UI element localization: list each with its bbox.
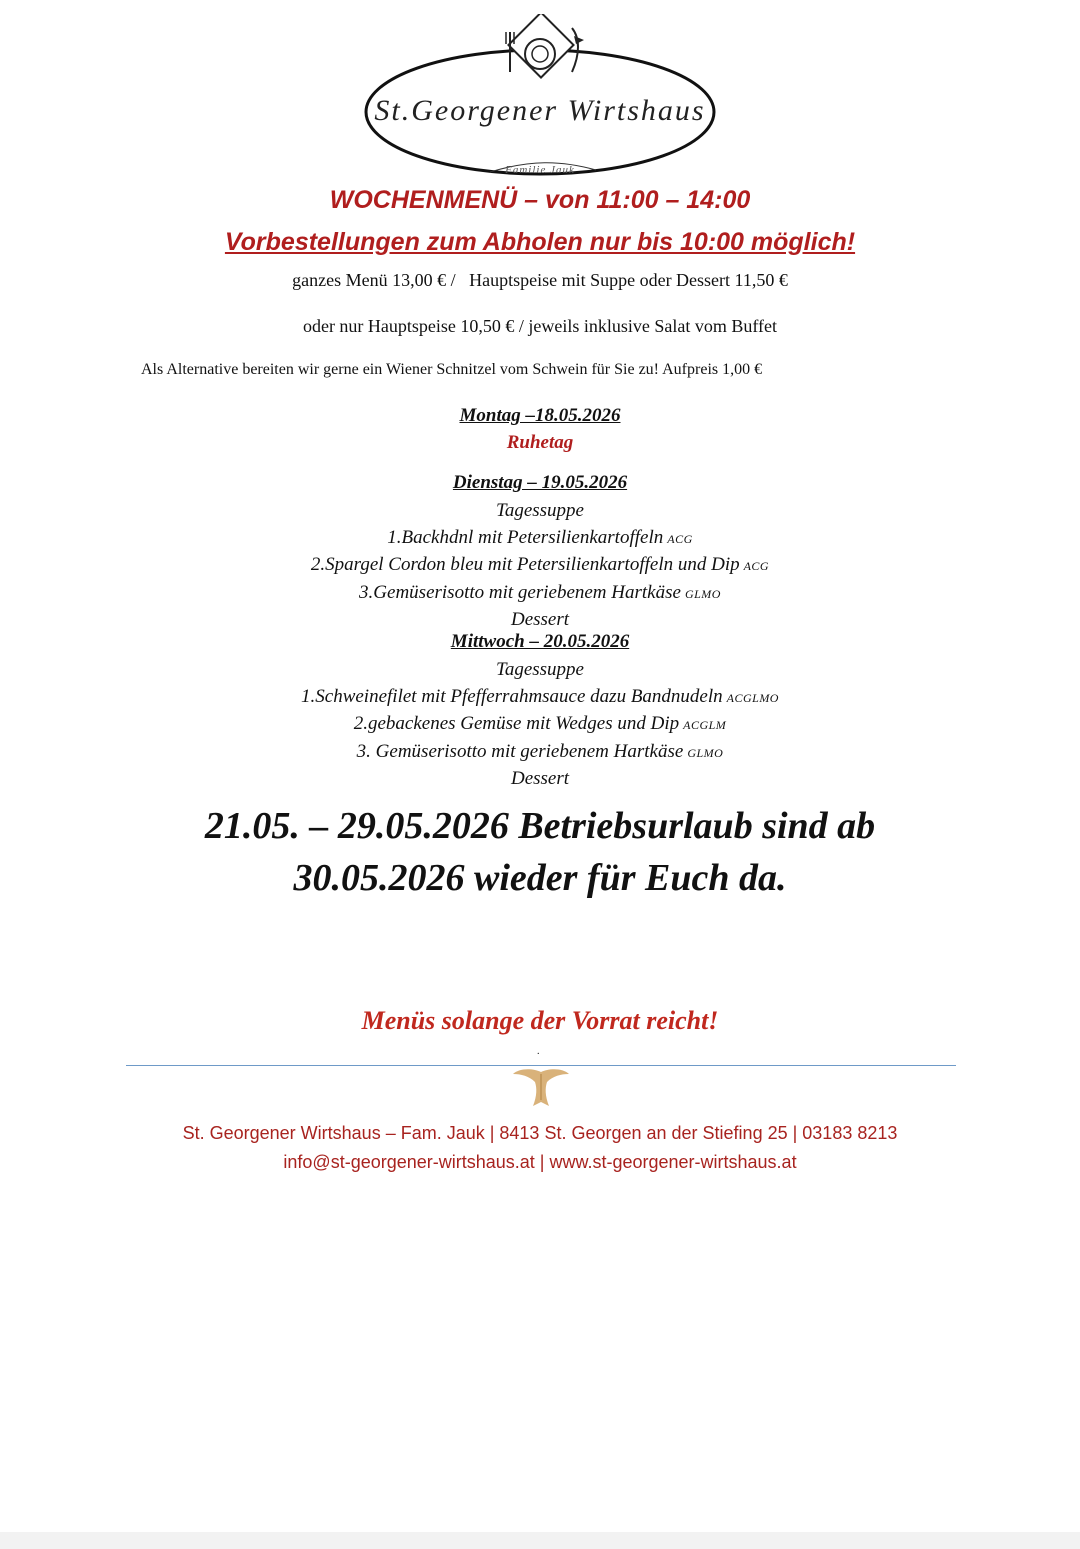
day-title-monday: Montag –18.05.2026 (459, 405, 621, 426)
wednesday-dessert: Dessert (510, 768, 570, 789)
price-line-2: oder nur Hauptspeise 10,50 € / jeweils inklusive Salat vom Buffet (302, 316, 778, 336)
day-title-tuesday: Dienstag – 19.05.2026 (452, 472, 628, 493)
restaurant-logo (360, 14, 720, 182)
day-title-wednesday: Mittwoch – 20.05.2026 (450, 631, 630, 652)
holiday-notice (0, 800, 1080, 904)
allergen-codes: GLMO (687, 745, 724, 760)
divider-dot: . (537, 1046, 540, 1057)
footer-contact (0, 1119, 1080, 1177)
menu-item: 2.Spargel Cordon bleu mit Petersilienkartoffeln und Dip ACG (310, 554, 770, 575)
menu-item: 1.Schweinefilet mit Pfefferrahmsauce dazu Bandnudeln ACGLMO (301, 685, 779, 707)
supply-notice: Menüs solange der Vorrat reicht! (361, 1006, 719, 1035)
allergen-codes: ACG (667, 531, 693, 546)
allergen-codes: ACGLMO (726, 690, 779, 705)
footer-web[interactable]: info@st-georgener-wirtshaus.at | www.st-georgener-wirtshaus.at (283, 1152, 797, 1172)
allergen-codes: ACG (743, 559, 770, 573)
weekly-menu-title: WOCHENMENÜ – von 11:00 – 14:00 (329, 186, 751, 214)
wednesday-soup: Tagessuppe (496, 659, 584, 680)
tuesday-menu (0, 498, 1080, 634)
holiday-notice-line-2: 30.05.2026 wieder für Euch da. (293, 857, 787, 899)
allergen-codes: GLMO (684, 586, 721, 601)
allergen-codes: ACGLM (683, 718, 727, 732)
leaf-ornament-icon (509, 1066, 573, 1110)
wednesday-menu (0, 657, 1080, 793)
logo-title: St.Georgener Wirtshaus (374, 94, 706, 127)
preorder-text: Vorbestellungen zum Abholen nur bis 10:00 möglich! (224, 228, 856, 256)
tuesday-dessert: Dessert (510, 609, 570, 630)
tuesday-soup: Tagessuppe (496, 500, 584, 521)
menu-item: 2.gebackenes Gemüse mit Wedges und Dip ACGLM (353, 713, 727, 734)
logo-subtitle: Familie Jauk (505, 164, 575, 176)
menu-item: 3. Gemüserisotto mit geriebenem Hartkäse GLMO (356, 740, 724, 762)
holiday-notice-line-1: 21.05. – 29.05.2026 Betriebsurlaub sind ab (204, 805, 876, 847)
footer-address: St. Georgener Wirtshaus – Fam. Jauk | 8413 St. Georgen an der Stiefing 25 | 03183 8213 (182, 1123, 898, 1143)
monday-rest-day: Ruhetag (506, 432, 574, 453)
menu-item: 1.Backhdnl mit Petersilienkartoffeln ACG (387, 526, 693, 548)
menu-item: 3.Gemüserisotto mit geriebenem Hartkäse GLMO (359, 581, 721, 603)
preorder-notice (0, 228, 1080, 257)
alternative-note: Als Alternative bereiten wir gerne ein Wiener Schnitzel vom Schwein für Sie zu! Aufpreis 1,00 € (141, 361, 763, 378)
price-line-1: ganzes Menü 13,00 € / Hauptspeise mit Suppe oder Dessert 11,50 € (292, 270, 788, 290)
